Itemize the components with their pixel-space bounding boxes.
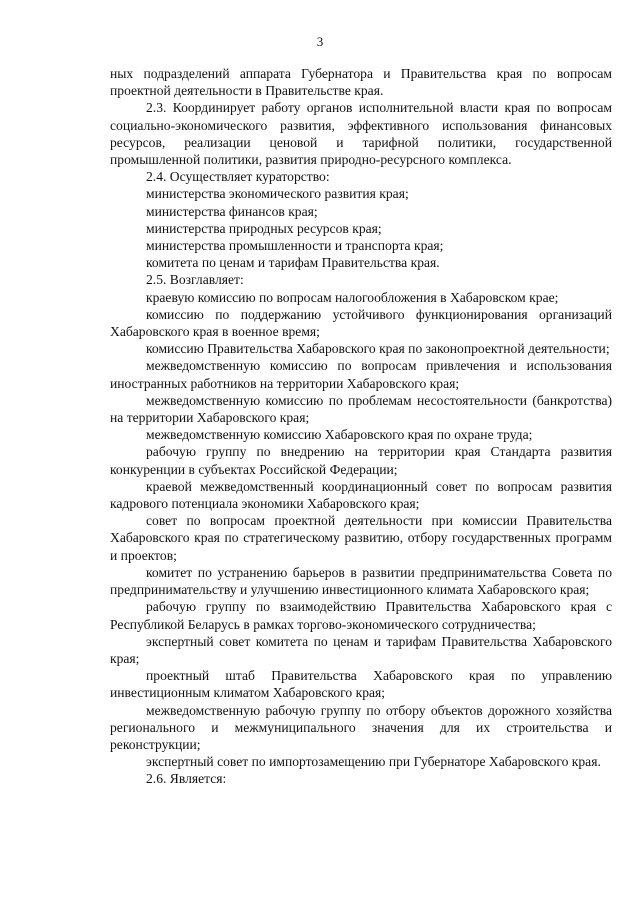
list-item: рабочую группу по взаимодействию Правительства Хабаровского края с Республикой Беларусь в рамках торгово-экономического сотрудничества; <box>110 599 612 632</box>
list-item: экспертный совет комитета по ценам и тарифам Правительства Хабаровского края; <box>110 633 612 666</box>
list-item: комиссию Правительства Хабаровского края по законопроектной деятельности; <box>146 341 610 357</box>
list-item: краевую комиссию по вопросам налогообложения в Хабаровском крае; <box>146 289 559 305</box>
list-item: комиссию по поддержанию устойчивого функционирования организаций Хабаровского края в военное время; <box>110 306 612 340</box>
list-item: проектный штаб Правительства Хабаровского края по управлению инвестиционным климатом Хабаровского края; <box>110 668 612 701</box>
list-item: межведомственную комиссию Хабаровского края по охране труда; <box>146 427 533 443</box>
page-number: 3 <box>316 34 324 49</box>
list-item: экспертный совет по импортозамещению при Губернаторе Хабаровского края. <box>146 754 601 770</box>
list-item: межведомственную комиссию по вопросам привлечения и использования иностранных работников на территории Хабаровского края; <box>110 358 612 391</box>
list-item: межведомственную рабочую группу по отбору объектов дорожного хозяйства регионального и межмуниципального значения для их строительства и реконструкции; <box>110 702 612 752</box>
paragraph-2-6-heading: 2.6. Является: <box>146 771 227 787</box>
list-item: комитет по устранению барьеров в развитии предпринимательства Совета по предпринимательству и улучшению инвестиционного климата Хабаровского края; <box>110 564 612 598</box>
list-item: совет по вопросам проектной деятельности при комиссии Правительства Хабаровского края по стратегическому развитию, отбору государственных программ и проектов; <box>110 513 612 563</box>
list-item: министерства природных ресурсов края; <box>146 220 382 236</box>
paragraph-2-4-heading: 2.4. Осуществляет кураторство: <box>146 169 330 185</box>
list-item: межведомственную комиссию по проблемам несостоятельности (банкротства) на территории Хабаровского края; <box>110 392 612 426</box>
paragraph-2-3: 2.3. Координирует работу органов исполнительной власти края по вопросам социально-экономического развития, эффективного использования финансовых ресурсов, реализации ценовой и тарифной политики, государственной промышленной политики, развития природно-ресурсного комплекса. <box>110 100 612 168</box>
paragraph-2-5-heading: 2.5. Возглавляет: <box>146 272 244 288</box>
list-item: министерства экономического развития края; <box>146 186 409 202</box>
list-item: министерства финансов края; <box>146 203 318 219</box>
paragraph-continuation: ных подразделений аппарата Губернатора и Правительства края по вопросам проектной деятельности в Правительстве края. <box>110 66 612 99</box>
list-item: краевой межведомственный координационный совет по вопросам развития кадрового потенциала экономики Хабаровского края; <box>110 478 612 512</box>
list-item: министерства промышленности и транспорта края; <box>146 238 444 254</box>
document-body <box>110 65 612 788</box>
list-item: рабочую группу по внедрению на территории края Стандарта развития конкуренции в субъектах Российской Федерации; <box>110 444 612 477</box>
list-item: комитета по ценам и тарифам Правительства края. <box>146 255 440 271</box>
